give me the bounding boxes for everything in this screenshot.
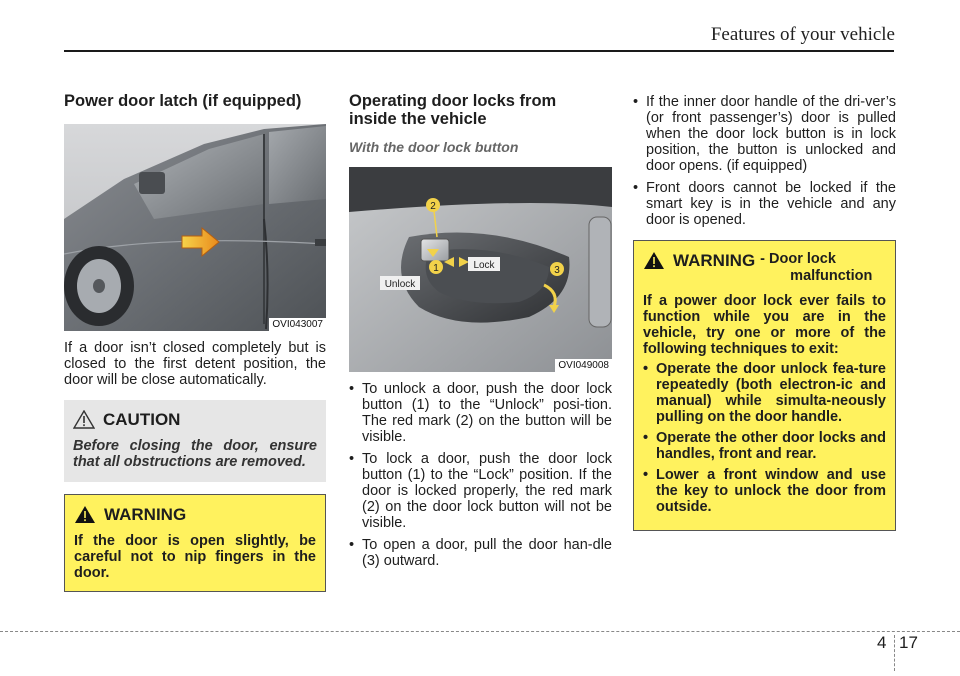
column-power-door-latch: [64, 92, 326, 592]
section-heading-door-locks: [349, 92, 612, 128]
section-heading-power-door-latch: Power door latch (if equipped): [64, 92, 302, 110]
warning-title: WARNING: [673, 251, 756, 270]
list-item: • Front doors cannot be locked if the smart key is in the vehicle and any door is opened.: [633, 180, 896, 228]
callout-1: 1: [433, 263, 439, 274]
caution-triangle-icon: [73, 410, 95, 429]
caution-box: [64, 400, 326, 482]
label-unlock: Unlock: [384, 279, 416, 290]
column-door-locks-inside: [349, 92, 612, 575]
lock-notes-list: [633, 94, 896, 228]
image-code: OVI049008: [555, 359, 612, 372]
header-rule: [64, 50, 894, 52]
column-lock-notes: [633, 92, 896, 531]
list-item: • If the inner door handle of the dri-ver’s (or front passenger’s) door is pulled when the door lock button is in lock position, the button is unlocked and door opens. (if equipped): [633, 94, 896, 174]
list-item: • To lock a door, push the door lock button (1) to the “Lock” position. If the door is locked properly, the red mark (2) on the door lock button will not be visible.: [349, 451, 612, 531]
list-item: • Operate the door unlock fea-ture repeatedly (both electron-ic and manual) while simulta-neously pulling on the door handle.: [643, 361, 886, 425]
callout-2: 2: [430, 201, 436, 212]
warning-heading: [643, 251, 886, 285]
warning-triangle-icon: [74, 505, 96, 524]
list-item: • To unlock a door, push the door lock button (1) to the “Unlock” posi-tion. The red mark (2) on the button will be visible.: [349, 381, 612, 445]
caution-heading: [73, 410, 317, 430]
warning-triangle-icon: [643, 251, 665, 270]
subheading-lock-button: With the door lock button: [349, 139, 519, 155]
car-door-photo: [64, 124, 326, 331]
warning-subject-line-1: - Door lock: [760, 251, 836, 267]
warning-heading: [74, 505, 316, 525]
caution-text: Before closing the door, ensure that all obstructions are removed.: [73, 438, 317, 470]
power-latch-description: If a door isn’t closed completely but is closed to the first detent position, the door will be close automatically.: [64, 340, 326, 388]
label-lock: Lock: [473, 260, 495, 271]
heading-line-1: Operating door locks from: [349, 92, 557, 110]
page-number-separator: [894, 635, 895, 671]
door-lock-instructions: [349, 381, 612, 569]
warning-subject: [760, 251, 872, 285]
image-code: OVI043007: [269, 318, 326, 331]
footer-rule: [0, 631, 960, 632]
running-header: Features of your vehicle: [710, 24, 895, 45]
warning-text: If the door is open slightly, be careful not to nip fingers in the door.: [74, 533, 316, 581]
warning-box-fingers: [64, 494, 326, 592]
warning-box-door-lock-malfunction: [633, 240, 896, 531]
car-door-illustration: [64, 124, 326, 331]
list-item: • Lower a front window and use the key to unlock the door from outside.: [643, 467, 886, 515]
heading-line-2: inside the vehicle: [349, 110, 487, 128]
door-lock-button-photo: [349, 167, 612, 372]
page-number: 17: [899, 633, 918, 652]
warning-text: If a power door lock ever fails to function while you are in the vehicle, try one or more of the following techniques to exit:: [643, 293, 886, 357]
list-item: • To open a door, pull the door han-dle (3) outward.: [349, 537, 612, 569]
callout-3: 3: [554, 265, 560, 276]
caution-title: CAUTION: [103, 410, 181, 429]
warning-title: WARNING: [104, 505, 187, 524]
warning-subject-line-2: malfunction: [790, 268, 873, 284]
list-item: • Operate the other door locks and handles, front and rear.: [643, 430, 886, 462]
exit-techniques-list: [643, 361, 886, 515]
chapter-number: 4: [877, 633, 887, 652]
door-handle-illustration: [349, 167, 612, 372]
